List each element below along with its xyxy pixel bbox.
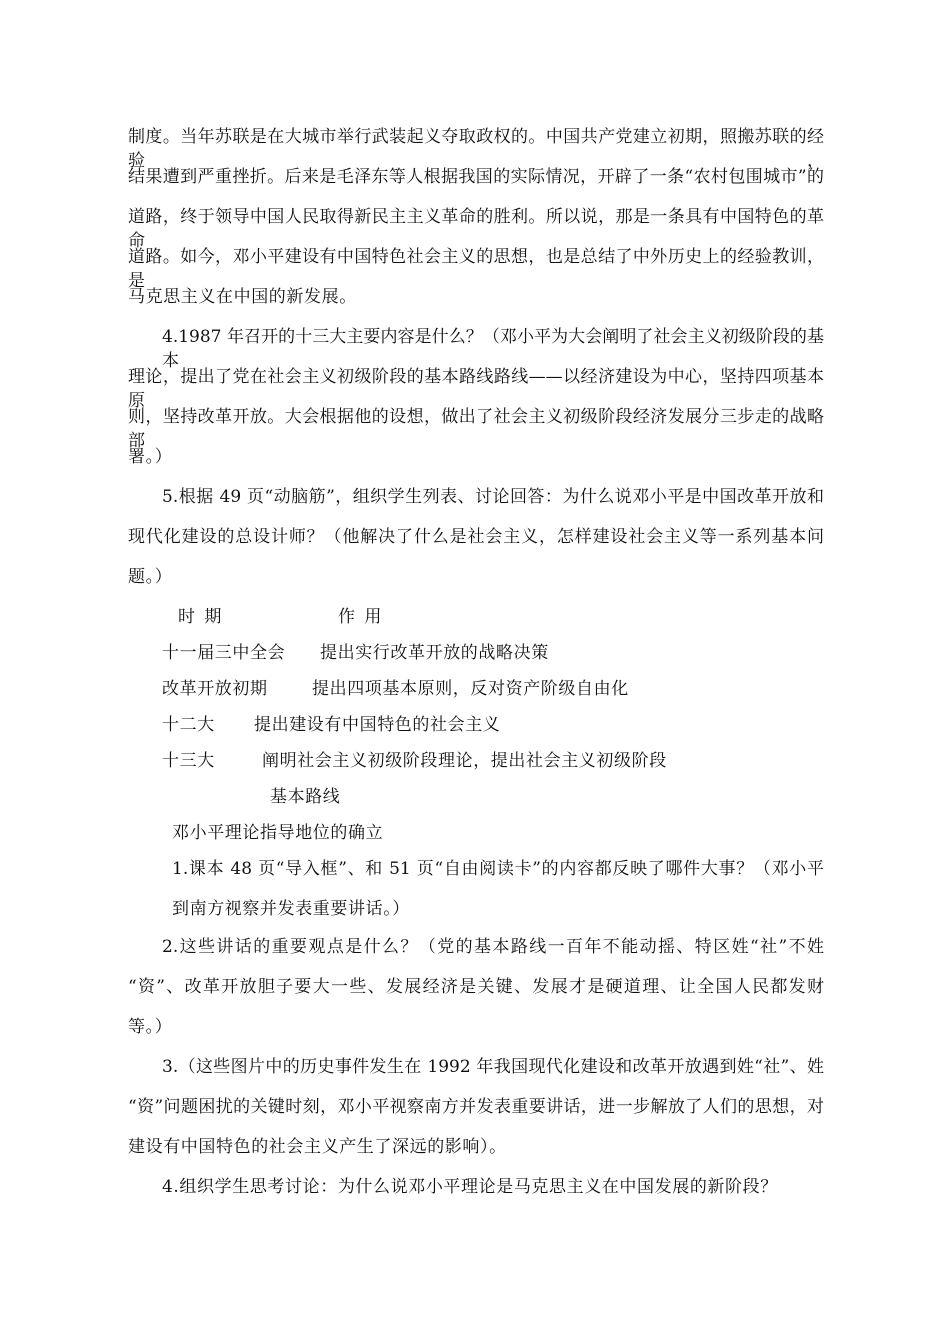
paragraph-line: 现代化建设的总设计师？（他解决了什么是社会主义，怎样建设社会主义等一系列基本问 — [128, 527, 824, 547]
table-row-role: 提出实行改革开放的战略决策 — [320, 643, 549, 663]
paragraph-line: 1.课本 48 页“导入框”、和 51 页“自由阅读卡”的内容都反映了哪件大事？（邓小平 — [172, 859, 824, 879]
paragraph-line: 结果遭到严重挫折。后来是毛泽东等人根据我国的实际情况，开辟了一条“农村包围城市”的 — [128, 167, 824, 187]
paragraph-line: 道路，终于领导中国人民取得新民主主义革命的胜利。所以说，那是一条具有中国特色的革命 — [128, 207, 824, 251]
paragraph-line: 制度。当年苏联是在大城市举行武装起义夺取政权的。中国共产党建立初期，照搬苏联的经验， — [128, 127, 824, 171]
paragraph-line: 4.组织学生思考讨论：为什么说邓小平理论是马克思主义在中国发展的新阶段？ — [162, 1177, 778, 1197]
paragraph-line: 则，坚持改革开放。大会根据他的设想，做出了社会主义初级阶段经济发展分三步走的战略部 — [128, 407, 824, 451]
table-row-role-continued: 基本路线 — [270, 787, 341, 807]
table-row-period: 十一届三中全会 — [162, 643, 286, 663]
paragraph-line: 2.这些讲话的重要观点是什么？（党的基本路线一百年不能动摇、特区姓“社”不姓 — [162, 937, 824, 957]
table-row-role: 提出建设有中国特色的社会主义 — [254, 715, 501, 735]
table-row-period: 十二大 — [162, 715, 215, 735]
paragraph-line: 3.（这些图片中的历史事件发生在 1992 年我国现代化建设和改革开放遇到姓“社”、姓 — [162, 1057, 824, 1077]
paragraph-line: 等。） — [128, 1017, 173, 1037]
table-row-period: 十三大 — [162, 751, 215, 771]
paragraph-line: 建设有中国特色的社会主义产生了深远的影响）。 — [128, 1137, 507, 1157]
table-header-role: 作 用 — [338, 607, 384, 627]
paragraph-line: 5.根据 49 页“动脑筋”，组织学生列表、讨论回答：为什么说邓小平是中国改革开放和 — [162, 487, 824, 507]
paragraph-line: “资”问题困扰的关键时刻，邓小平视察南方并发表重要讲话，进一步解放了人们的思想，对 — [128, 1097, 824, 1117]
paragraph-line: 题。） — [128, 567, 173, 587]
paragraph-line: “资”、改革开放胆子要大一些、发展经济是关键、发展才是硬道理、让全国人民都发财 — [128, 977, 824, 997]
paragraph-line: 理论，提出了党在社会主义初级阶段的基本路线路线——以经济建设为中心，坚持四项基本原 — [128, 367, 824, 411]
table-row-role: 阐明社会主义初级阶段理论，提出社会主义初级阶段 — [262, 751, 667, 771]
paragraph-line: 4.1987 年召开的十三大主要内容是什么？（邓小平为大会阐明了社会主义初级阶段的基本 — [162, 327, 824, 371]
table-row-period: 改革开放初期 — [162, 679, 268, 699]
paragraph-line: 到南方视察并发表重要讲话。） — [172, 899, 410, 919]
paragraph-line: 署。） — [128, 447, 173, 467]
paragraph-line: 马克思主义在中国的新发展。 — [128, 287, 357, 307]
table-header-period: 时 期 — [178, 607, 224, 627]
table-row-role: 提出四项基本原则，反对资产阶级自由化 — [312, 679, 629, 699]
paragraph-line: 道路。如今，邓小平建设有中国特色社会主义的思想，也是总结了中外历史上的经验教训，是 — [128, 247, 824, 291]
section-title: 邓小平理论指导地位的确立 — [172, 823, 384, 843]
